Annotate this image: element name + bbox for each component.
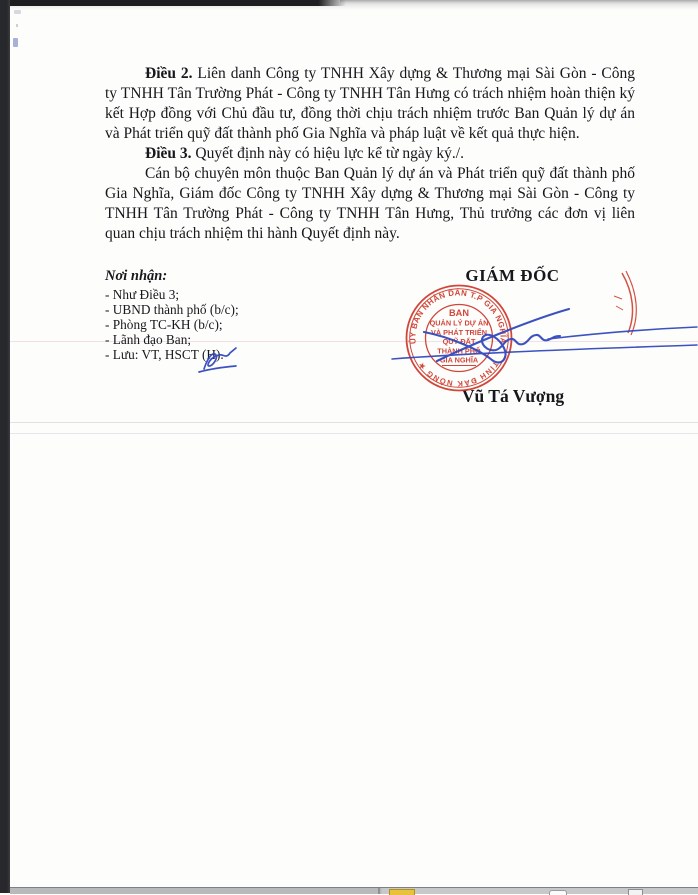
paragraph-dieu-2 (105, 64, 635, 144)
folder-icon[interactable] (389, 889, 415, 895)
recipient-item: - Phòng TC-KH (b/c); (105, 316, 223, 332)
signatory-name: Vũ Tá Vượng (461, 386, 565, 406)
icon-fragment[interactable] (628, 889, 643, 895)
seal-center-line: BAN (449, 308, 469, 318)
recipient-item: - Lưu: VT, HSCT (H). (105, 346, 224, 362)
recipient-item: - UBND thành phố (b/c); (105, 301, 239, 317)
scan-speck (16, 24, 18, 27)
scan-edge-left (0, 0, 10, 893)
seal-center-line: VÀ PHÁT TRIỂN (431, 327, 487, 337)
article-label-dieu-3: Điều 3. (145, 145, 192, 162)
strip-divider (378, 888, 380, 894)
official-seal (407, 286, 512, 391)
paragraph-dieu-3 (105, 144, 635, 164)
seal-center-line: QUẢN LÝ DỰ ÁN (429, 318, 489, 328)
scan-edge-top-light (340, 0, 698, 5)
director-signature-ink (392, 309, 697, 362)
document-body (105, 64, 635, 244)
seal-ring-bottom-text: TỈNH ĐẮK NÔNG ★ (415, 359, 501, 389)
recipients-block (105, 268, 239, 363)
partial-stamp-arc (614, 271, 636, 335)
recipient-item: - Lãnh đạo Ban; (105, 331, 192, 347)
svg-text:TỈNH ĐẮK NÔNG ★ (416, 360, 501, 388)
paragraph-text: Cán bộ chuyên môn thuộc Ban Quản lý dự án và Phát triển quỹ đất thành phố Gia Nghĩa, Giám đốc Công ty TNHH Xây dựng & Thương mại Sài Gòn - Công ty TNHH Tân Trường Phát - Công ty TNHH Tân Hưng, Thủ trưởng các đơn vị liên quan chịu trách nhiệm thi hành Quyết định này. (105, 165, 635, 242)
seal-ring-top-text: ỦY BAN NHÂN DÂN T.P GIA NGHĨA (408, 288, 508, 345)
article-label-dieu-2: Điều 2. (145, 65, 193, 82)
seal-center-line: THÀNH PHỐ (437, 346, 481, 356)
svg-text:ỦY BAN NHÂN DÂN T.P GIA NGHĨA (408, 288, 508, 347)
paragraph-can-bo (105, 164, 635, 244)
scan-artifact-line (10, 422, 698, 423)
scan-edge-top-dark (0, 0, 346, 6)
scan-artifact-line (10, 433, 698, 434)
scan-speck (13, 38, 18, 47)
paragraph-text: Quyết định này có hiệu lực kể từ ngày ký./. (191, 145, 464, 162)
seal-center-line: QUỸ ĐẤT (442, 337, 476, 347)
recipients-heading: Nơi nhận: (105, 268, 168, 284)
seal-center-line: GIA NGHĨA (439, 355, 479, 365)
paragraph-text: Liên danh Công ty TNHH Xây dựng & Thương mại Sài Gòn - Công ty TNHH Tân Trường Phát - Công ty TNHH Tân Hưng có trách nhiệm hoàn thiện ký kết Hợp đồng với Chủ đầu tư, đồng thời chịu trách nhiệm trước Ban Quản lý dự án và Phát triển quỹ đất thành phố Gia Nghĩa và pháp luật về kết quả thực hiện. (105, 65, 635, 142)
recipient-item: - Như Điều 3; (105, 287, 180, 302)
scan-speck (14, 10, 21, 14)
signatory-title: GIÁM ĐỐC (465, 266, 560, 285)
